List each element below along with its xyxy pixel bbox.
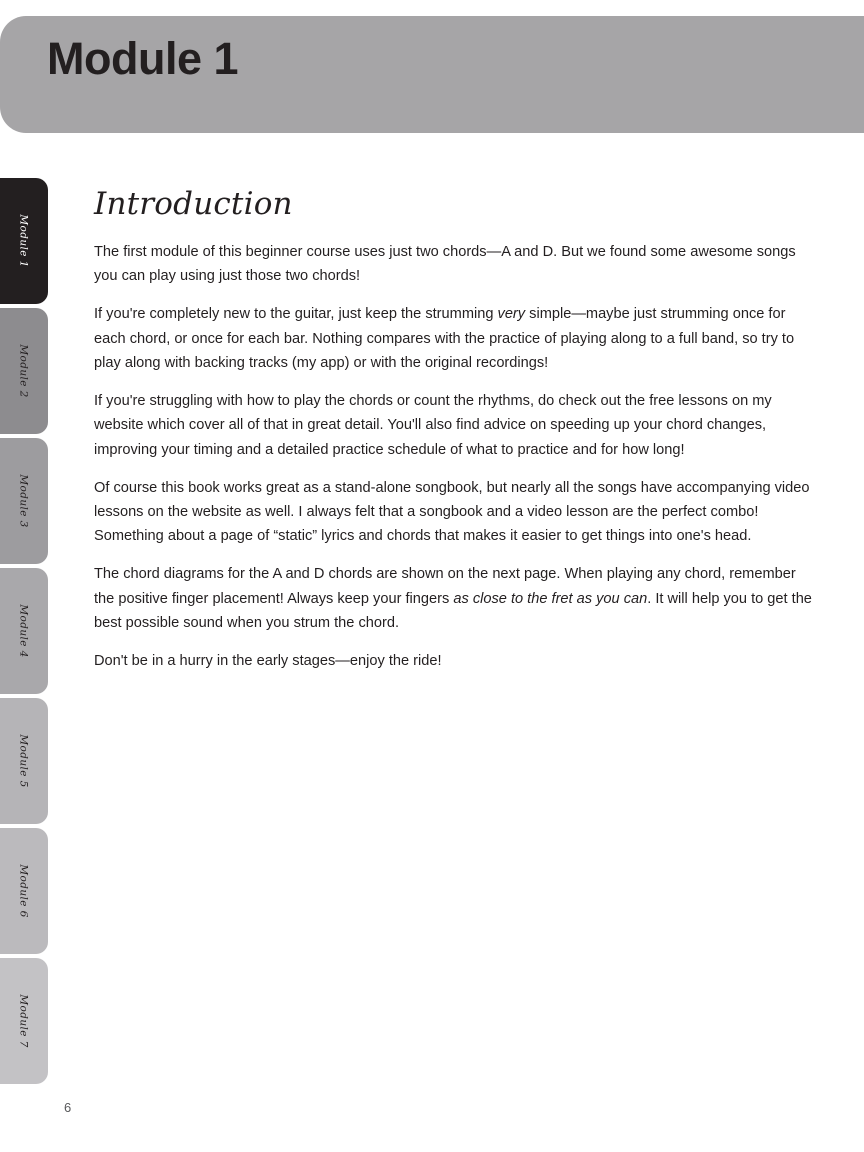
module-tab-label: Module 2	[18, 344, 31, 398]
module-tab-label: Module 3	[18, 474, 31, 528]
module-tab-7[interactable]	[0, 958, 48, 1084]
body-paragraph: Of course this book works great as a stand-alone songbook, but nearly all the songs have accompanying video lessons on the website as well. I always felt that a songbook and a video lesson are the perfect combo! Something about a page of “static” lyrics and chords that makes it easier to get things into one's head.	[94, 479, 810, 545]
module-tab-strip	[0, 178, 48, 1088]
module-tab-label: Module 4	[18, 604, 31, 658]
page-title: Module 1	[47, 33, 239, 84]
module-tab-3[interactable]	[0, 438, 48, 564]
module-tab-6[interactable]	[0, 828, 48, 954]
module-tab-label: Module 6	[18, 864, 31, 918]
body-paragraph: If you're struggling with how to play the chords or count the rhythms, do check out the free lessons on my website which cover all of that in great detail. You'll also find advice on speeding up your chord changes, improving your timing and a detailed practice schedule of what to practice and for how long!	[94, 393, 772, 458]
body-paragraph: The first module of this beginner course uses just two chords—A and D. But we found some awesome songs you can play using just those two chords!	[94, 244, 796, 285]
module-tab-5[interactable]	[0, 698, 48, 824]
page-number: 6	[64, 1100, 72, 1115]
module-tab-1[interactable]	[0, 178, 48, 304]
module-tab-2[interactable]	[0, 308, 48, 434]
body-paragraph: The chord diagrams for the A and D chords are shown on the next page. When playing any chord, remember the positive finger placement! Always keep your fingers as close to the fret as you can. It will help you to get the best possible sound when you strum the chord.	[94, 566, 812, 631]
module-tab-4[interactable]	[0, 568, 48, 694]
body-paragraph: Don't be in a hurry in the early stages—enjoy the ride!	[94, 653, 442, 670]
module-tab-label: Module 5	[18, 734, 31, 788]
main-content	[94, 186, 816, 687]
module-tab-label: Module 7	[18, 994, 31, 1048]
section-heading: Introduction	[94, 186, 293, 222]
body-paragraph: If you're completely new to the guitar, just keep the strumming very simple—maybe just strumming once for each chord, or once for each bar. Nothing compares with the practice of playing along to a full band, so try to play along with backing tracks (my app) or with the original recordings!	[94, 306, 795, 371]
module-tab-label: Module 1	[18, 214, 31, 268]
